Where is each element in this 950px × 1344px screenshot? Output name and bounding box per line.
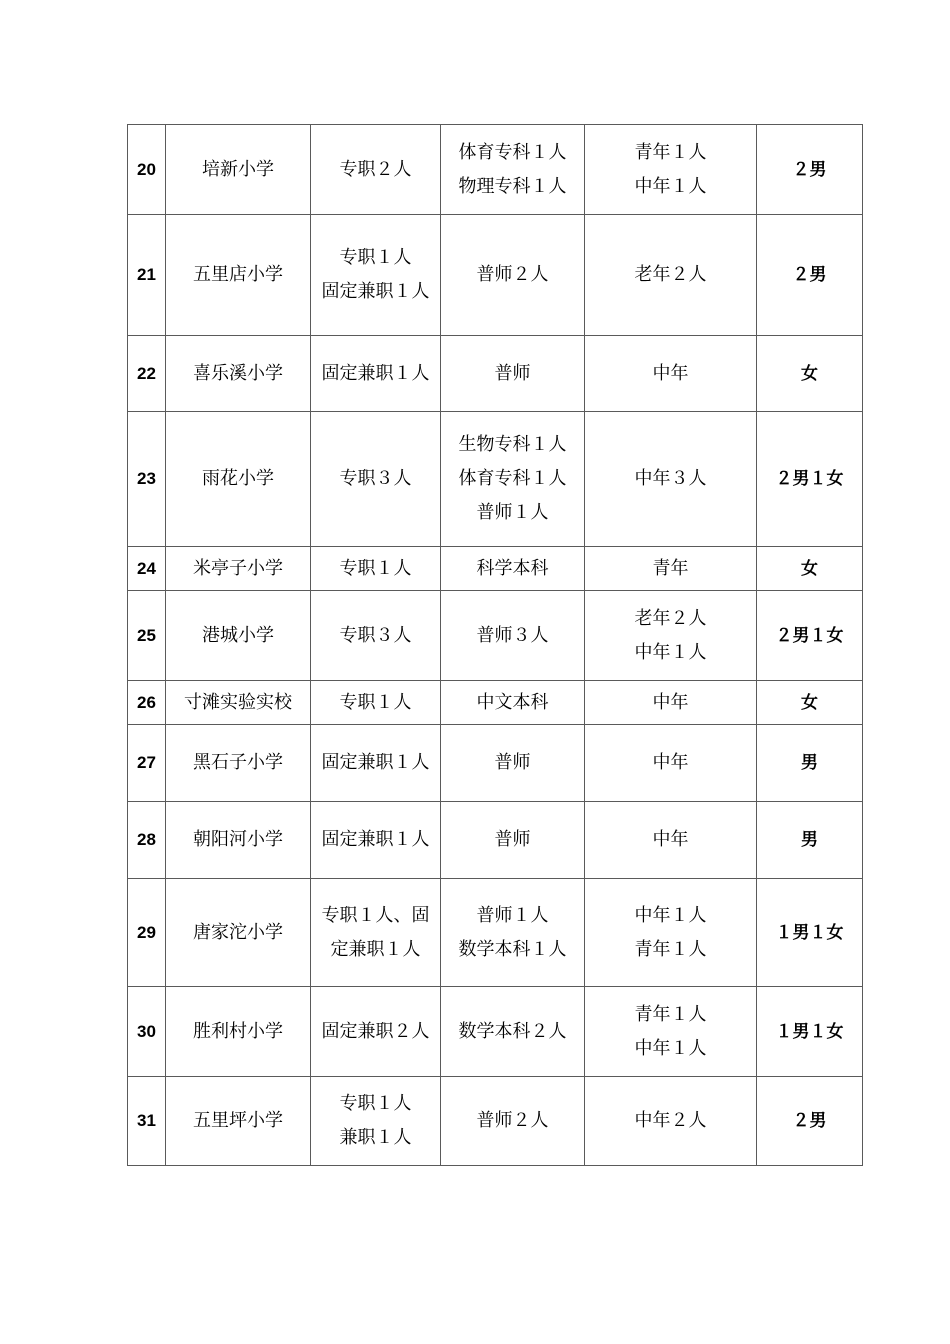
major-line: 中文本科	[476, 691, 549, 713]
major	[441, 879, 585, 987]
gender: １男１女	[757, 987, 863, 1077]
post-type	[311, 591, 441, 681]
major	[441, 336, 585, 412]
age-group	[585, 412, 757, 547]
age-group	[585, 802, 757, 879]
gender: ２男１女	[757, 412, 863, 547]
post-type-line: 专职３人	[339, 624, 412, 646]
major	[441, 725, 585, 802]
gender: 女	[757, 336, 863, 412]
gender: 男	[757, 725, 863, 802]
age-group	[585, 125, 757, 215]
major	[441, 802, 585, 879]
age-group	[585, 336, 757, 412]
table-row	[128, 547, 863, 591]
major-line: 普师２人	[476, 1110, 549, 1131]
school-name: 培新小学	[166, 125, 311, 215]
school-name: 喜乐溪小学	[166, 336, 311, 412]
gender: ２男	[757, 125, 863, 215]
row-number: 22	[128, 336, 166, 412]
gender: 男	[757, 802, 863, 879]
table-row	[128, 336, 863, 412]
school-name: 黑石子小学	[166, 725, 311, 802]
age-group-line: 青年１人	[634, 1003, 707, 1025]
age-group	[585, 681, 757, 725]
post-type-line: 固定兼职２人	[321, 1020, 430, 1042]
row-number: 21	[128, 215, 166, 336]
major-line: 普师２人	[476, 264, 549, 285]
post-type	[311, 1077, 441, 1166]
table-row	[128, 1077, 863, 1166]
table-row	[128, 412, 863, 547]
age-group-line: 青年	[652, 557, 689, 579]
post-type	[311, 725, 441, 802]
post-type-line: 兼职１人	[339, 1127, 412, 1148]
age-group-line: 青年１人	[634, 938, 707, 960]
age-group-line: 中年	[652, 362, 689, 384]
row-number: 25	[128, 591, 166, 681]
gender: 女	[757, 547, 863, 591]
post-type-line: 专职１人	[339, 557, 412, 579]
age-group-line: 中年	[652, 752, 689, 773]
age-group-line: 老年２人	[634, 264, 707, 285]
school-name: 米亭子小学	[166, 547, 311, 591]
post-type-line: 专职２人	[339, 158, 412, 180]
school-name: 胜利村小学	[166, 987, 311, 1077]
gender: ２男	[757, 215, 863, 336]
row-number: 30	[128, 987, 166, 1077]
major	[441, 547, 585, 591]
age-group-line: 中年１人	[634, 175, 707, 197]
school-name: 五里店小学	[166, 215, 311, 336]
row-number: 23	[128, 412, 166, 547]
table-row	[128, 879, 863, 987]
age-group	[585, 591, 757, 681]
major-line: 普师	[494, 829, 531, 850]
table-row	[128, 802, 863, 879]
major	[441, 1077, 585, 1166]
age-group-line: 中年２人	[634, 1110, 707, 1131]
major-line: 生物专科１人	[458, 434, 567, 455]
staff-table-body	[128, 125, 863, 1166]
post-type-line: 专职１人	[339, 691, 412, 713]
table-row	[128, 591, 863, 681]
age-group	[585, 1077, 757, 1166]
major	[441, 412, 585, 547]
post-type	[311, 879, 441, 987]
school-name: 唐家沱小学	[166, 879, 311, 987]
age-group-line: 中年	[652, 829, 689, 850]
row-number: 20	[128, 125, 166, 215]
major-line: 普师１人	[476, 502, 549, 523]
table-row	[128, 215, 863, 336]
post-type-line: 固定兼职１人	[321, 362, 430, 384]
age-group-line: 中年１人	[634, 904, 707, 926]
row-number: 27	[128, 725, 166, 802]
row-number: 29	[128, 879, 166, 987]
school-name: 五里坪小学	[166, 1077, 311, 1166]
post-type	[311, 802, 441, 879]
age-group-line: 老年２人	[634, 607, 707, 629]
age-group-line: 中年	[652, 691, 689, 713]
age-group-line: 中年３人	[634, 468, 707, 489]
post-type-line: 固定兼职１人	[321, 829, 430, 850]
post-type	[311, 681, 441, 725]
major-line: 科学本科	[476, 557, 549, 579]
school-name: 朝阳河小学	[166, 802, 311, 879]
major-line: 体育专科１人	[458, 468, 567, 489]
post-type	[311, 125, 441, 215]
age-group	[585, 725, 757, 802]
table-row	[128, 681, 863, 725]
post-type-line: 固定兼职１人	[321, 752, 430, 773]
age-group	[585, 547, 757, 591]
post-type-line: 专职１人	[339, 1093, 412, 1114]
row-number: 31	[128, 1077, 166, 1166]
table-row	[128, 725, 863, 802]
major	[441, 125, 585, 215]
row-number: 28	[128, 802, 166, 879]
row-number: 24	[128, 547, 166, 591]
school-name: 港城小学	[166, 591, 311, 681]
major-line: 普师	[494, 362, 531, 384]
major-line: 数学本科２人	[458, 1020, 567, 1042]
post-type	[311, 215, 441, 336]
major-line: 数学本科１人	[458, 938, 567, 960]
age-group	[585, 215, 757, 336]
age-group-line: 青年１人	[634, 141, 707, 163]
school-name: 寸滩实验实校	[166, 681, 311, 725]
major-line: 普师	[494, 752, 531, 773]
major	[441, 215, 585, 336]
post-type-line: 专职３人	[339, 468, 412, 489]
post-type	[311, 987, 441, 1077]
table-row	[128, 987, 863, 1077]
row-number: 26	[128, 681, 166, 725]
age-group-line: 中年１人	[634, 1037, 707, 1059]
gender: ２男１女	[757, 591, 863, 681]
gender: ２男	[757, 1077, 863, 1166]
post-type-line: 专职１人、固定兼职１人	[321, 904, 430, 960]
age-group	[585, 879, 757, 987]
major	[441, 591, 585, 681]
major-line: 体育专科１人	[458, 141, 567, 163]
table-row	[128, 125, 863, 215]
post-type	[311, 336, 441, 412]
major-line: 物理专科１人	[458, 175, 567, 197]
school-name: 雨花小学	[166, 412, 311, 547]
age-group	[585, 987, 757, 1077]
major-line: 普师１人	[476, 904, 549, 926]
major	[441, 987, 585, 1077]
post-type-line: 固定兼职１人	[321, 281, 430, 302]
gender: 女	[757, 681, 863, 725]
gender: １男１女	[757, 879, 863, 987]
post-type	[311, 412, 441, 547]
staff-table	[127, 124, 863, 1166]
post-type	[311, 547, 441, 591]
post-type-line: 专职１人	[339, 247, 412, 268]
age-group-line: 中年１人	[634, 641, 707, 663]
major	[441, 681, 585, 725]
major-line: 普师３人	[476, 624, 549, 646]
